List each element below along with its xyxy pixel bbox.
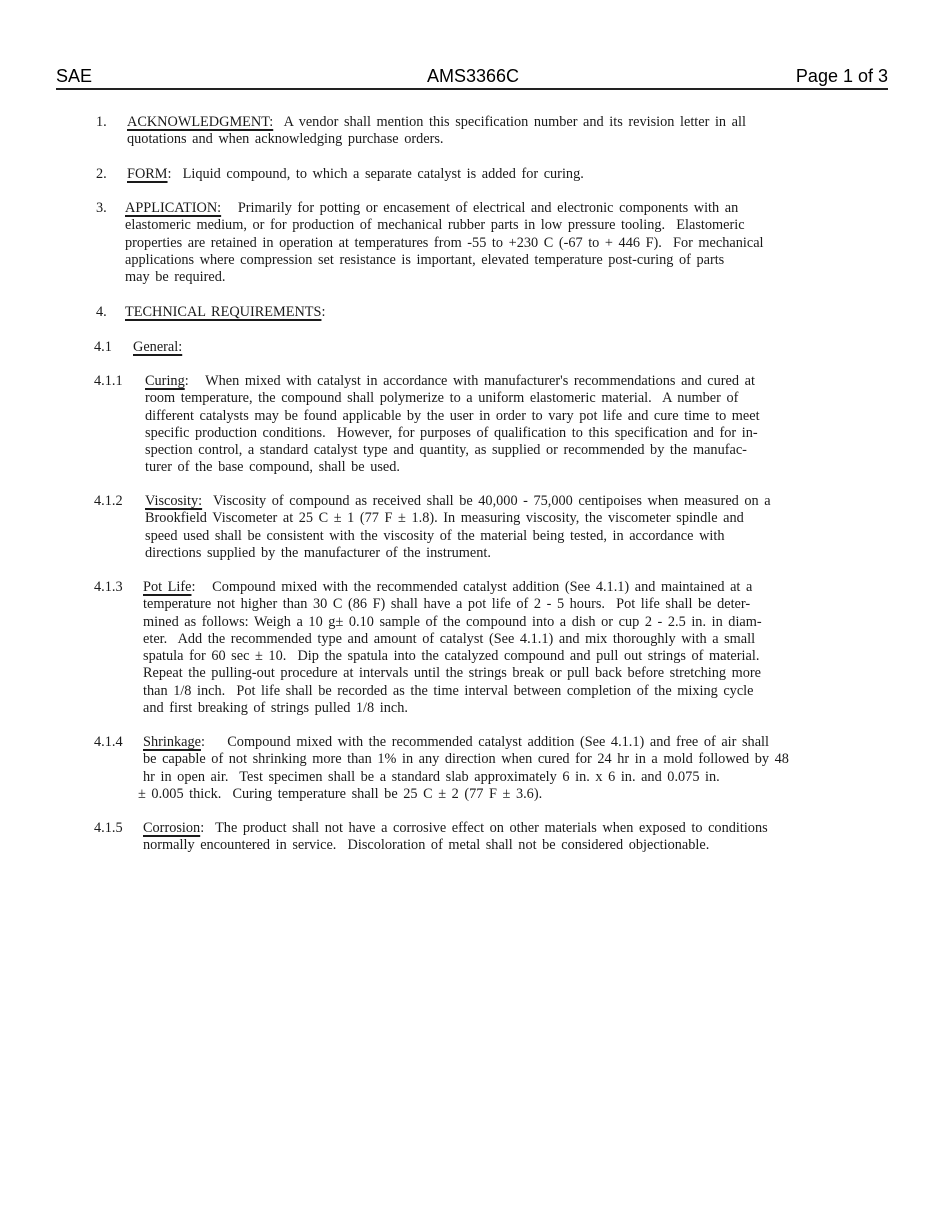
text-line bbox=[127, 166, 584, 183]
text-line: quotations and when acknowledging purchase orders. bbox=[127, 131, 444, 148]
text-line: Repeat the pulling-out procedure at intervals until the strings break or pull back before stretching more bbox=[143, 665, 761, 682]
text-line bbox=[143, 820, 768, 837]
section-number: 1. bbox=[96, 114, 107, 130]
section-text bbox=[125, 304, 325, 321]
section-number: 4.1.3 bbox=[94, 579, 123, 595]
header-rule bbox=[56, 88, 888, 90]
text-line: spection control, a standard catalyst type and quantity, as supplied or recommended by the manufac- bbox=[145, 442, 747, 459]
text-line: directions supplied by the manufacturer of the instrument. bbox=[145, 544, 491, 561]
section-text bbox=[145, 373, 760, 477]
text-line: spatula for 60 sec ± 10. Dip the spatula into the catalyzed compound and pull out strings of material. bbox=[143, 648, 760, 665]
section-heading: ACKNOWLEDGMENT: bbox=[127, 114, 274, 130]
section-text-run: : When mixed with catalyst in accordance with manufacturer's recommendations and cured at bbox=[184, 373, 755, 389]
section-heading: Viscosity: bbox=[145, 493, 203, 509]
text-line: elastomeric medium, or for production of mechanical rubber parts in low pressure tooling. Elastomeric bbox=[125, 217, 745, 234]
text-line bbox=[145, 373, 760, 390]
section-number: 4.1.2 bbox=[94, 493, 123, 509]
text-line: room temperature, the compound shall polymerize to a uniform elastomeric material. A number of bbox=[145, 390, 739, 407]
text-line: Brookfield Viscometer at 25 C ± 1 (77 F ± 1.8). In measuring viscosity, the viscometer spindle and bbox=[145, 510, 744, 527]
text-line: applications where compression set resistance is important, elevated temperature post-curing of parts bbox=[125, 251, 725, 268]
header-doc-number: AMS3366C bbox=[427, 66, 520, 86]
text-line: eter. Add the recommended type and amount of catalyst (See 4.1.1) and mix thoroughly with a small bbox=[143, 630, 756, 647]
text-line: speed used shall be consistent with the viscosity of the material being tested, in accordance with bbox=[145, 527, 725, 544]
text-line: temperature not higher than 30 C (86 F) shall have a pot life of 2 - 5 hours. Pot life shall be deter- bbox=[143, 596, 751, 613]
text-line: properties are retained in operation at temperatures from -55 to +230 C (-67 to + 446 F). For mechanical bbox=[125, 234, 764, 251]
section-text-run: : Compound mixed with the recommended catalyst addition (See 4.1.1) and free of air shall bbox=[200, 734, 769, 750]
text-line bbox=[143, 734, 789, 751]
section-number: 2. bbox=[96, 166, 107, 182]
section-text bbox=[133, 339, 182, 356]
text-line: ± 0.005 thick. Curing temperature shall be 25 C ± 2 (77 F ± 3.6). bbox=[138, 785, 543, 802]
text-line: and first breaking of strings pulled 1/8 inch. bbox=[143, 700, 408, 717]
section-heading: APPLICATION: bbox=[125, 200, 222, 216]
section-heading: Corrosion bbox=[143, 820, 201, 836]
section-text bbox=[143, 820, 768, 855]
text-line: hr in open air. Test specimen shall be a standard slab approximately 6 in. x 6 in. and 0.075 in. bbox=[143, 768, 720, 785]
section-number: 4.1.5 bbox=[94, 820, 123, 836]
section-text-run: Primarily for potting or encasement of electrical and electronic components with an bbox=[221, 200, 739, 216]
text-line: normally encountered in service. Discoloration of metal shall not be considered objectionable. bbox=[143, 837, 710, 854]
text-line: than 1/8 inch. Pot life shall be recorded as the time interval between completion of the mixing cycle bbox=[143, 682, 754, 699]
header-page-number: Page 1 of 3 bbox=[795, 66, 888, 86]
text-line bbox=[133, 339, 182, 356]
text-line: turer of the base compound, shall be used. bbox=[145, 459, 400, 476]
text-line: different catalysts may be found applicable by the user in order to vary pot life and cure time to meet bbox=[145, 407, 760, 424]
text-line bbox=[145, 493, 771, 510]
section-number: 4.1 bbox=[94, 339, 112, 355]
section-heading: TECHNICAL REQUIREMENTS bbox=[125, 304, 322, 320]
section-text bbox=[145, 493, 771, 562]
text-line: specific production conditions. However, for purposes of qualification to this specification and for in- bbox=[145, 424, 758, 441]
section-number: 4. bbox=[96, 304, 107, 320]
text-line: may be required. bbox=[125, 269, 226, 286]
section-heading: Curing bbox=[145, 373, 185, 389]
section-text-run: A vendor shall mention this specification number and its revision letter in all bbox=[273, 114, 746, 130]
text-line bbox=[143, 579, 762, 596]
text-line bbox=[125, 200, 764, 217]
section-text bbox=[127, 166, 584, 183]
section-text bbox=[138, 734, 789, 803]
header-org: SAE bbox=[56, 66, 93, 86]
section-number: 4.1.4 bbox=[94, 734, 123, 750]
text-line: be capable of not shrinking more than 1% in any direction when cured for 24 hr in a mold followed by 48 bbox=[143, 751, 789, 768]
section-text-run: Viscosity of compound as received shall be 40,000 - 75,000 centipoises when measured on a bbox=[202, 493, 771, 509]
section-text-run: : Liquid compound, to which a separate catalyst is added for curing. bbox=[167, 166, 584, 182]
section-heading: Shrinkage bbox=[143, 734, 201, 750]
text-line bbox=[125, 304, 325, 321]
section-text-run: : Compound mixed with the recommended catalyst addition (See 4.1.1) and maintained at a bbox=[191, 579, 753, 595]
section-heading: General: bbox=[133, 339, 183, 355]
section-number: 4.1.1 bbox=[94, 373, 123, 389]
section-text-run: : The product shall not have a corrosive effect on other materials when exposed to conditions bbox=[200, 820, 768, 836]
section-text bbox=[127, 114, 746, 149]
section-heading: Pot Life bbox=[143, 579, 192, 595]
text-line: mined as follows: Weigh a 10 g± 0.10 sample of the compound into a dish or cup 2 - 2.5 in. in diam- bbox=[143, 613, 762, 630]
section-text bbox=[125, 200, 764, 286]
text-line bbox=[127, 114, 746, 131]
section-heading: FORM bbox=[127, 166, 168, 182]
section-text-run: : bbox=[321, 304, 326, 320]
section-number: 3. bbox=[96, 200, 107, 216]
section-text bbox=[143, 579, 762, 717]
